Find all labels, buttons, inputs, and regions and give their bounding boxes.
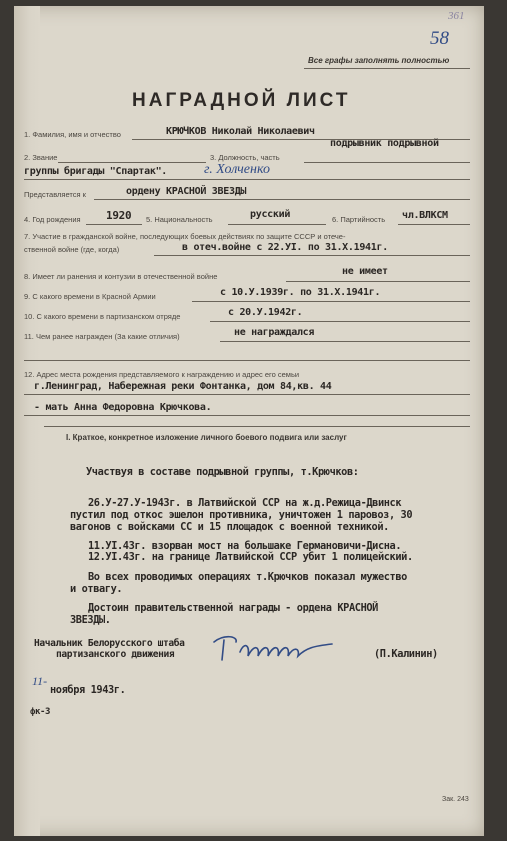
present-line xyxy=(94,199,470,200)
field-5-label: 5. Национальность xyxy=(146,215,213,224)
print-order-code: Зак. 243 xyxy=(442,796,469,803)
field-4-label: 4. Год рождения xyxy=(24,215,81,224)
date-day: 11- xyxy=(32,674,48,688)
field-12-label: 12. Адрес места рождения представляемого к награждению и адрес его семьи xyxy=(24,370,300,379)
signer-name: (П.Калинин) xyxy=(374,648,438,660)
signer-position-line1: Начальник Белорусского штаба xyxy=(34,638,185,649)
field-9-value: с 10.У.1939г. по 31.Х.1941г. xyxy=(220,287,381,298)
field-10-value: с 20.У.1942г. xyxy=(228,307,303,318)
field-1-label: 1. Фамилия, имя и отчество xyxy=(24,130,121,139)
archive-number: 361 xyxy=(448,10,465,22)
field-1-value: КРЮЧКОВ Николай Николаевич xyxy=(166,126,315,137)
field-11-label: 11. Чем ранее награжден (За какие отличия) xyxy=(24,332,180,341)
present-value: ордену КРАСНОЙ ЗВЕЗДЫ xyxy=(126,186,247,197)
field-8-line xyxy=(286,281,470,282)
narrative-line: 12.УI.43г. на границе Латвийской ССР убит 1 полицейский. xyxy=(88,551,413,563)
field-11-value: не награждался xyxy=(234,327,315,338)
field-3-line2 xyxy=(24,179,470,180)
section-rule xyxy=(44,426,470,427)
field-5-line xyxy=(228,224,326,225)
field-6-value: чл.ВЛКСМ xyxy=(402,210,448,221)
page-title: НАГРАДНОЙ ЛИСТ xyxy=(132,90,351,111)
award-sheet-page xyxy=(14,6,484,836)
narrative-line: Достоин правительственной награды - ордена КРАСНОЙ xyxy=(88,602,378,614)
field-8-value: не имеет xyxy=(342,266,388,277)
signature-image xyxy=(210,630,340,668)
narrative-line: 11.УI.43г. взорван мост на большаке Германовичи-Дисна. xyxy=(88,540,402,552)
field-2-line xyxy=(58,162,206,163)
present-label: Представляется к xyxy=(24,190,86,199)
field-3-label: 3. Должность, часть xyxy=(210,153,280,162)
date-rest: ноября 1943г. xyxy=(50,684,126,696)
field-6-label: 6. Партийность xyxy=(332,215,386,224)
narrative-line: ЗВЕЗДЫ. xyxy=(70,614,111,626)
field-12-value-line2: - мать Анна Федоровна Крючкова. xyxy=(34,402,212,413)
field-3-line xyxy=(304,162,470,163)
field-10-line xyxy=(210,321,470,322)
field-9-line xyxy=(192,301,470,302)
field-3-handwritten: г. Холченко xyxy=(204,162,270,177)
narrative-line: и отвагу. xyxy=(70,583,123,595)
narrative-line: пустил под откос эшелон противника, уничтожен 1 паровоз, 30 xyxy=(70,509,413,521)
field-12-line2 xyxy=(24,415,470,416)
field-2-label: 2. Звание xyxy=(24,153,58,162)
field-12-value-line1: г.Ленинград, Набережная реки Фонтанка, дом 84,кв. 44 xyxy=(34,381,332,392)
field-9-label: 9. С какого времени в Красной Армии xyxy=(24,292,156,301)
fill-all-note: Все графы заполнять полностью xyxy=(308,56,450,65)
field-7-label-line2: ственной войне (где, когда) xyxy=(24,245,120,254)
narrative-line: 26.У-27.У-1943г. в Латвийской ССР на ж.д.Режица-Двинск xyxy=(88,497,402,509)
field-4-value: 1920 xyxy=(106,209,132,222)
field-8-label: 8. Имеет ли ранения и контузии в отечественной войне xyxy=(24,272,218,281)
field-7-line xyxy=(154,255,470,256)
blank-line xyxy=(24,360,470,361)
field-11-line xyxy=(220,341,470,342)
narrative-line: Участвуя в составе подрывной группы, т.Крючков: xyxy=(86,466,359,478)
field-6-line xyxy=(398,224,470,225)
reference-code: фк-3 xyxy=(30,707,51,717)
field-7-value: в отеч.войне с 22.УI. по 31.Х.1941г. xyxy=(182,242,388,253)
field-3-value-line1: подрывник подрывной xyxy=(330,138,439,149)
field-5-value: русский xyxy=(250,209,291,220)
field-12-line1 xyxy=(24,394,470,395)
page-number: 58 xyxy=(430,28,449,49)
section-heading: I. Краткое, конкретное изложение личного боевого подвига или заслуг xyxy=(66,433,347,442)
field-7-label-line1: 7. Участие в гражданской войне, последующих боевых действиях по защите СССР и отече- xyxy=(24,232,346,241)
field-3-value-line2: группы бригады "Спартак". xyxy=(24,166,168,177)
signer-position-line2: партизанского движения xyxy=(56,649,175,660)
field-4-line xyxy=(86,224,142,225)
narrative-line: Во всех проводимых операциях т.Крючков показал мужество xyxy=(88,571,407,583)
field-10-label: 10. С какого времени в партизанском отряде xyxy=(24,312,181,321)
note-underline xyxy=(304,68,470,69)
narrative-line: вагонов с войсками СС и 15 площадок с военной техникой. xyxy=(70,521,389,533)
